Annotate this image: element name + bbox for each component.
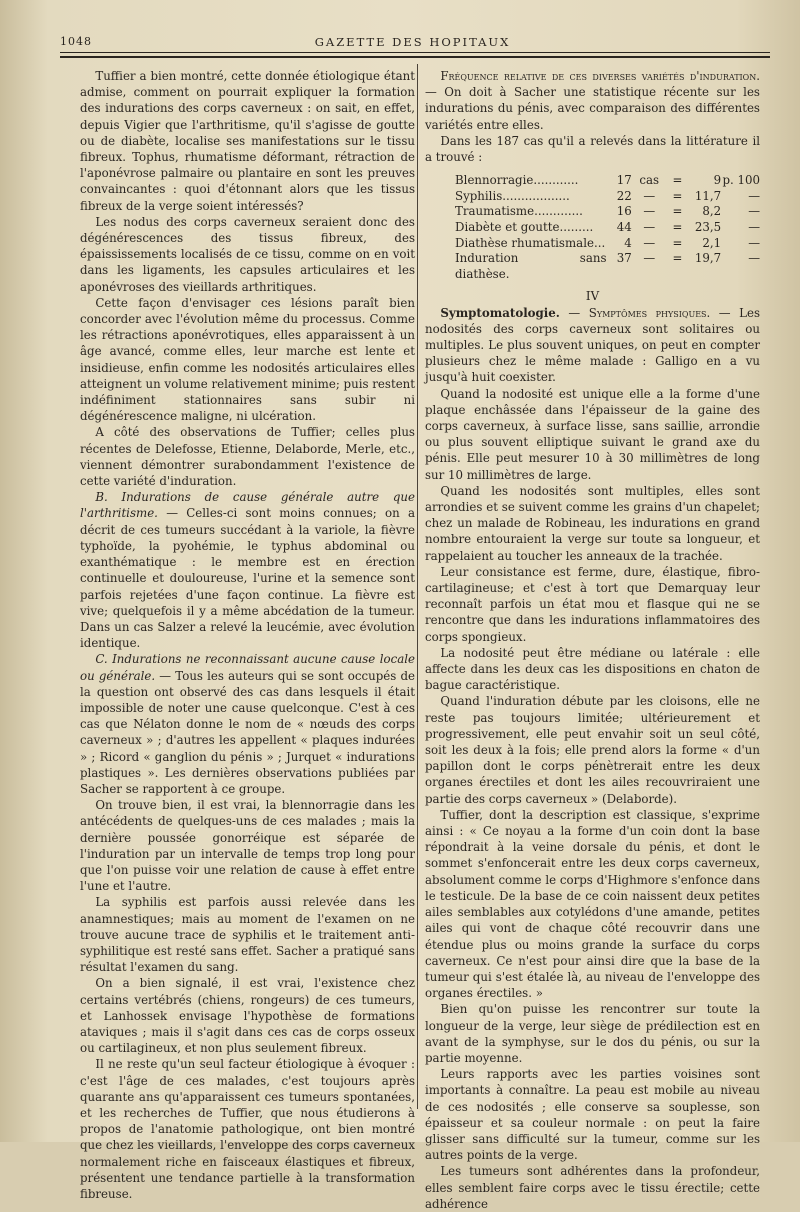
stat-unit: — — [643, 251, 656, 266]
paragraph: A côté des observations de Tuffier; celles plus récentes de Delefosse, Etienne, Delaborde, Merle, etc., viennent démontrer surabondamment l'existence de cette variété d'induration. — [80, 425, 415, 489]
stat-suffix: — — [748, 251, 761, 266]
statistics-table — [455, 173, 760, 282]
paragraph — [80, 489, 415, 651]
subsection-heading-b: B. Indurations de cause générale autre que l'arthritisme. — [80, 490, 415, 521]
paragraph: Tuffier, dont la description est classique, s'exprime ainsi : « Ce noyau a la forme d'un coin dont la base répondrait à la veine dorsale du pénis, et dont le sommet s'enfoncerait entre les deux corps caverneux, absolument comme le corps d'Highmore s'enfonce dans le testicule. De la base de ce coin naissent deux petites ailes semblables aux cotylédons d'une amande, petites ailes qui vont de chaque côté recouvrir dans une étendue plus ou moins grande la surface du corps caverneux. Ce n'est pour ainsi dire que la base de la tumeur qui s'est étalée là, au niveau de l'enveloppe des organes érectiles. » — [425, 807, 760, 1001]
stat-count: 44 — [616, 220, 632, 234]
stat-unit: cas — [639, 173, 660, 188]
stat-suffix: — — [748, 188, 761, 203]
right-column — [425, 68, 760, 1212]
paragraph: Quand les nodosités sont multiples, elles sont arrondies et se suivent comme les grains d'un chapelet; chez un malade de Robineau, les indurations en grand nombre entouraient la verge sur toute sa longueur, et rappelaient au toucher les anneaux de la trachée. — [425, 483, 760, 563]
subsection-heading-c: C. Indurations ne reconnaissant aucune cause locale ou générale. — [80, 652, 415, 683]
table-row — [455, 236, 760, 252]
stat-label: Diathèse rhumatismale... — [455, 235, 606, 250]
stat-equals: = — [672, 235, 683, 250]
paragraph — [425, 68, 760, 133]
stat-count: 22 — [616, 188, 632, 203]
paragraph: On a bien signalé, il est vrai, l'existence chez certains vertébrés (chiens, rongeurs) de ces tumeurs, et Lanhossek envisage l'hypothèse de formations ataviques ; mais il s'agit dans ces cas de corps osseux ou cartilagineux, et non plus seulement fibreux. — [80, 976, 415, 1056]
paragraph: Les tumeurs sont adhérentes dans la profondeur, elles semblent faire corps avec le tissu érectile; cette adhérence — [425, 1164, 760, 1211]
frequency-heading: Fréquence relative de ces diverses variétés d'induration. — [440, 69, 760, 83]
stat-suffix: — — [748, 220, 761, 234]
stat-percent: 8,2 — [702, 204, 722, 219]
paragraph-text: — On doit à Sacher une statistique récente sur les indurations du pénis, avec comparaison des différentes variétés entre elles. — [425, 85, 760, 132]
paragraph-text: — Tous les auteurs qui se sont occupés de la question ont observé des cas dans lesquels il était impossible de noter une cause quelconque. C'est à ces cas que Nélaton donne le nom de « nœuds des corps caverneux » ; d'autres les appellent « plaques indurées » ; Ricord « ganglion du pénis » ; Jurquet « indurations plastiques ». Les dernières observations publiées par Sacher se rapportent à ce groupe. — [80, 668, 415, 796]
stat-label: Blennorragie............ — [455, 173, 579, 188]
stat-count: 37 — [616, 251, 632, 266]
stat-equals: = — [672, 204, 683, 219]
stat-suffix: — — [748, 204, 761, 219]
symptoms-subheading: — Symptômes physiques. — [559, 305, 711, 320]
page-header — [60, 32, 765, 52]
header-rule-thin — [60, 52, 770, 53]
paragraph — [425, 305, 760, 386]
stat-percent: 23,5 — [694, 220, 722, 234]
paragraph: Dans les 187 cas qu'il a relevés dans la littérature il a trouvé : — [425, 133, 760, 165]
paragraph: On trouve bien, il est vrai, la blennorragie dans les antécédents de quelques-uns de ces malades ; mais la dernière poussée gonorréique est séparée de l'induration par un intervalle de temps trop long pour que l'on puisse voir une relation de cause à effet entre l'une et l'autre. — [80, 798, 415, 894]
left-column — [80, 68, 415, 1202]
paragraph: La syphilis est parfois aussi relevée dans les anamnestiques; mais au moment de l'examen on ne trouve aucune trace de syphilis et le traitement anti-syphilitique est resté sans effet. Sacher a pratiqué sans résultat l'examen du sang. — [80, 895, 415, 975]
stat-count: 17 — [616, 173, 632, 188]
paragraph: Quand l'induration débute par les cloisons, elle ne reste pas toujours limitée; ultérieurement et progressivement, elle peut envahir soit un seul côté, soit les deux à la fois; elle prend alors la forme « d'un papillon dont le corps pénètrerait entre les deux organes érectiles et dont les ailes recouvriraient une partie des corps caverneux » (Delaborde). — [425, 694, 760, 806]
column-separator — [417, 64, 418, 1109]
paragraph: Leur consistance est ferme, dure, élastique, fibro-cartilagineuse; et c'est à tort que Demarquay leur reconnaît parfois un état mou et flasque qui ne se rencontre que dans les indurations inflammatoires des corps spongieux. — [425, 564, 760, 644]
paragraph-text: — Les nodosités des corps caverneux sont solitaires ou multiples. Le plus souvent uniques, on peut en compter plusieurs chez le même malade : Galligo en a vu jusqu'à huit coexister. — [425, 305, 761, 385]
header-rule-thick — [60, 56, 770, 58]
paragraph — [80, 651, 415, 797]
stat-label: Induration sans diathèse. — [455, 251, 607, 281]
stat-label: Syphilis.................. — [455, 188, 570, 203]
stat-percent: 11,7 — [694, 188, 722, 203]
paragraph: Cette façon d'envisager ces lésions paraît bien concorder avec l'évolution même du processus. Comme les rétractions aponévrotiques, elles apparaissent à un âge avancé, comme elles, leur marche est lente et insidieuse, enfin comme les nodosités articulaires elles atteignent un volume relativement minime; puis restent indéfiniment stationnaires sans subir ni dégénérescence maligne, ni ulcération. — [80, 295, 416, 424]
table-row — [455, 204, 760, 220]
page-number: 1048 — [60, 35, 92, 48]
stat-equals: = — [672, 188, 683, 203]
section-numeral: IV — [585, 289, 600, 304]
stat-count: 4 — [624, 235, 632, 250]
stat-equals: = — [672, 251, 683, 266]
stat-unit: — — [643, 204, 656, 219]
table-row — [455, 173, 760, 189]
stat-percent: 19,7 — [694, 251, 722, 266]
stat-suffix: — — [748, 235, 761, 250]
stat-label: Traumatisme............. — [455, 204, 583, 219]
table-row — [455, 251, 760, 282]
paragraph: Quand la nodosité est unique elle a la forme d'une plaque enchâssée dans l'épaisseur de la gaine des corps caverneux, à surface lisse, sans saillie, arrondie ou plus souvent elliptique suivant le grand axe du pénis. Elle peut mesurer 10 à 30 millimètres de long sur 10 millimètres de large. — [425, 386, 760, 482]
paragraph: Tuffier a bien montré, cette donnée étiologique étant admise, comment on pourrait expliquer la formation des indurations des corps caverneux : on sait, en effet, depuis Vigier que l'arthritisme, qu'il s'agisse de goutte ou de diabète, localise ses manifestations sur le tissu fibreux. Tophus, rhumatisme déformant, rétraction de l'aponévrose palmaire ou plantaire en sont les preuves convaincantes : quoi d'étonnant alors que les tissus fibreux de la verge soient intéressés? — [80, 69, 415, 213]
stat-suffix: p. 100 — [722, 173, 761, 188]
paragraph: La nodosité peut être médiane ou latérale : elle affecte dans les deux cas les dispositions en chaton de bague caractéristique. — [425, 645, 760, 693]
stat-equals: = — [672, 173, 683, 188]
paragraph-text: — Celles-ci sont moins connues; on a décrit de ces tumeurs succédant à la variole, la fièvre typhoïde, la pyohémie, le typhus abdominal ou exanthématique : le membre est en érection continuelle et douloureuse, l'urine et la semence sont parfois rejetées d'une façon continue. La fièvre est vive; quelquefois il y a même abcédation de la tumeur. Dans un cas Salzer a relevé la leucémie, avec évolution identique. — [80, 506, 415, 651]
paragraph: Il ne reste qu'un seul facteur étiologique à évoquer : c'est l'âge de ces malades, c'est toujours après quarante ans qu'apparaissent ces tumeurs spontanées, et les recherches de Tuffier, que nous étudierons à propos de l'anatomie pathologique, ont bien montré que chez les vieillards, l'enveloppe des corps caverneux normalement riche en faisceaux élastiques et fibreux, présentent une tendance partielle à la transformation fibreuse. — [80, 1057, 415, 1202]
stat-unit: — — [643, 188, 656, 203]
stat-unit: — — [643, 235, 656, 250]
paragraph: Leurs rapports avec les parties voisines sont importants à connaître. La peau est mobile au niveau de ces nodosités ; elle conserve sa souplesse, son épaisseur et sa couleur normale : on peut la faire glisser sans difficulté sur la tumeur, comme sur les autres points de la verge. — [425, 1067, 760, 1163]
table-row — [455, 220, 760, 236]
stat-equals: = — [672, 220, 683, 234]
table-row — [455, 189, 760, 205]
paragraph: Bien qu'on puisse les rencontrer sur toute la longueur de la verge, leur siège de prédilection est en avant de la symphyse, sur le dos du pénis, ou sur la partie moyenne. — [425, 1002, 760, 1065]
journal-title: GAZETTE DES HOPITAUX — [314, 35, 511, 49]
stat-unit: — — [643, 220, 656, 234]
stat-percent: 9 — [713, 173, 722, 188]
stat-count: 16 — [616, 204, 632, 219]
symptomatology-heading: Symptomatologie. — [440, 305, 560, 320]
stat-label: Diabète et goutte......... — [455, 220, 594, 234]
stat-percent: 2,1 — [702, 235, 722, 250]
paragraph: Les nodus des corps caverneux seraient donc des dégénérescences des tissus fibreux, des épaississements localisés de ce tissu, comme on en voit dans les ligaments, les capsules articulaires et les aponévroses des vieillards arthritiques. — [80, 214, 415, 294]
